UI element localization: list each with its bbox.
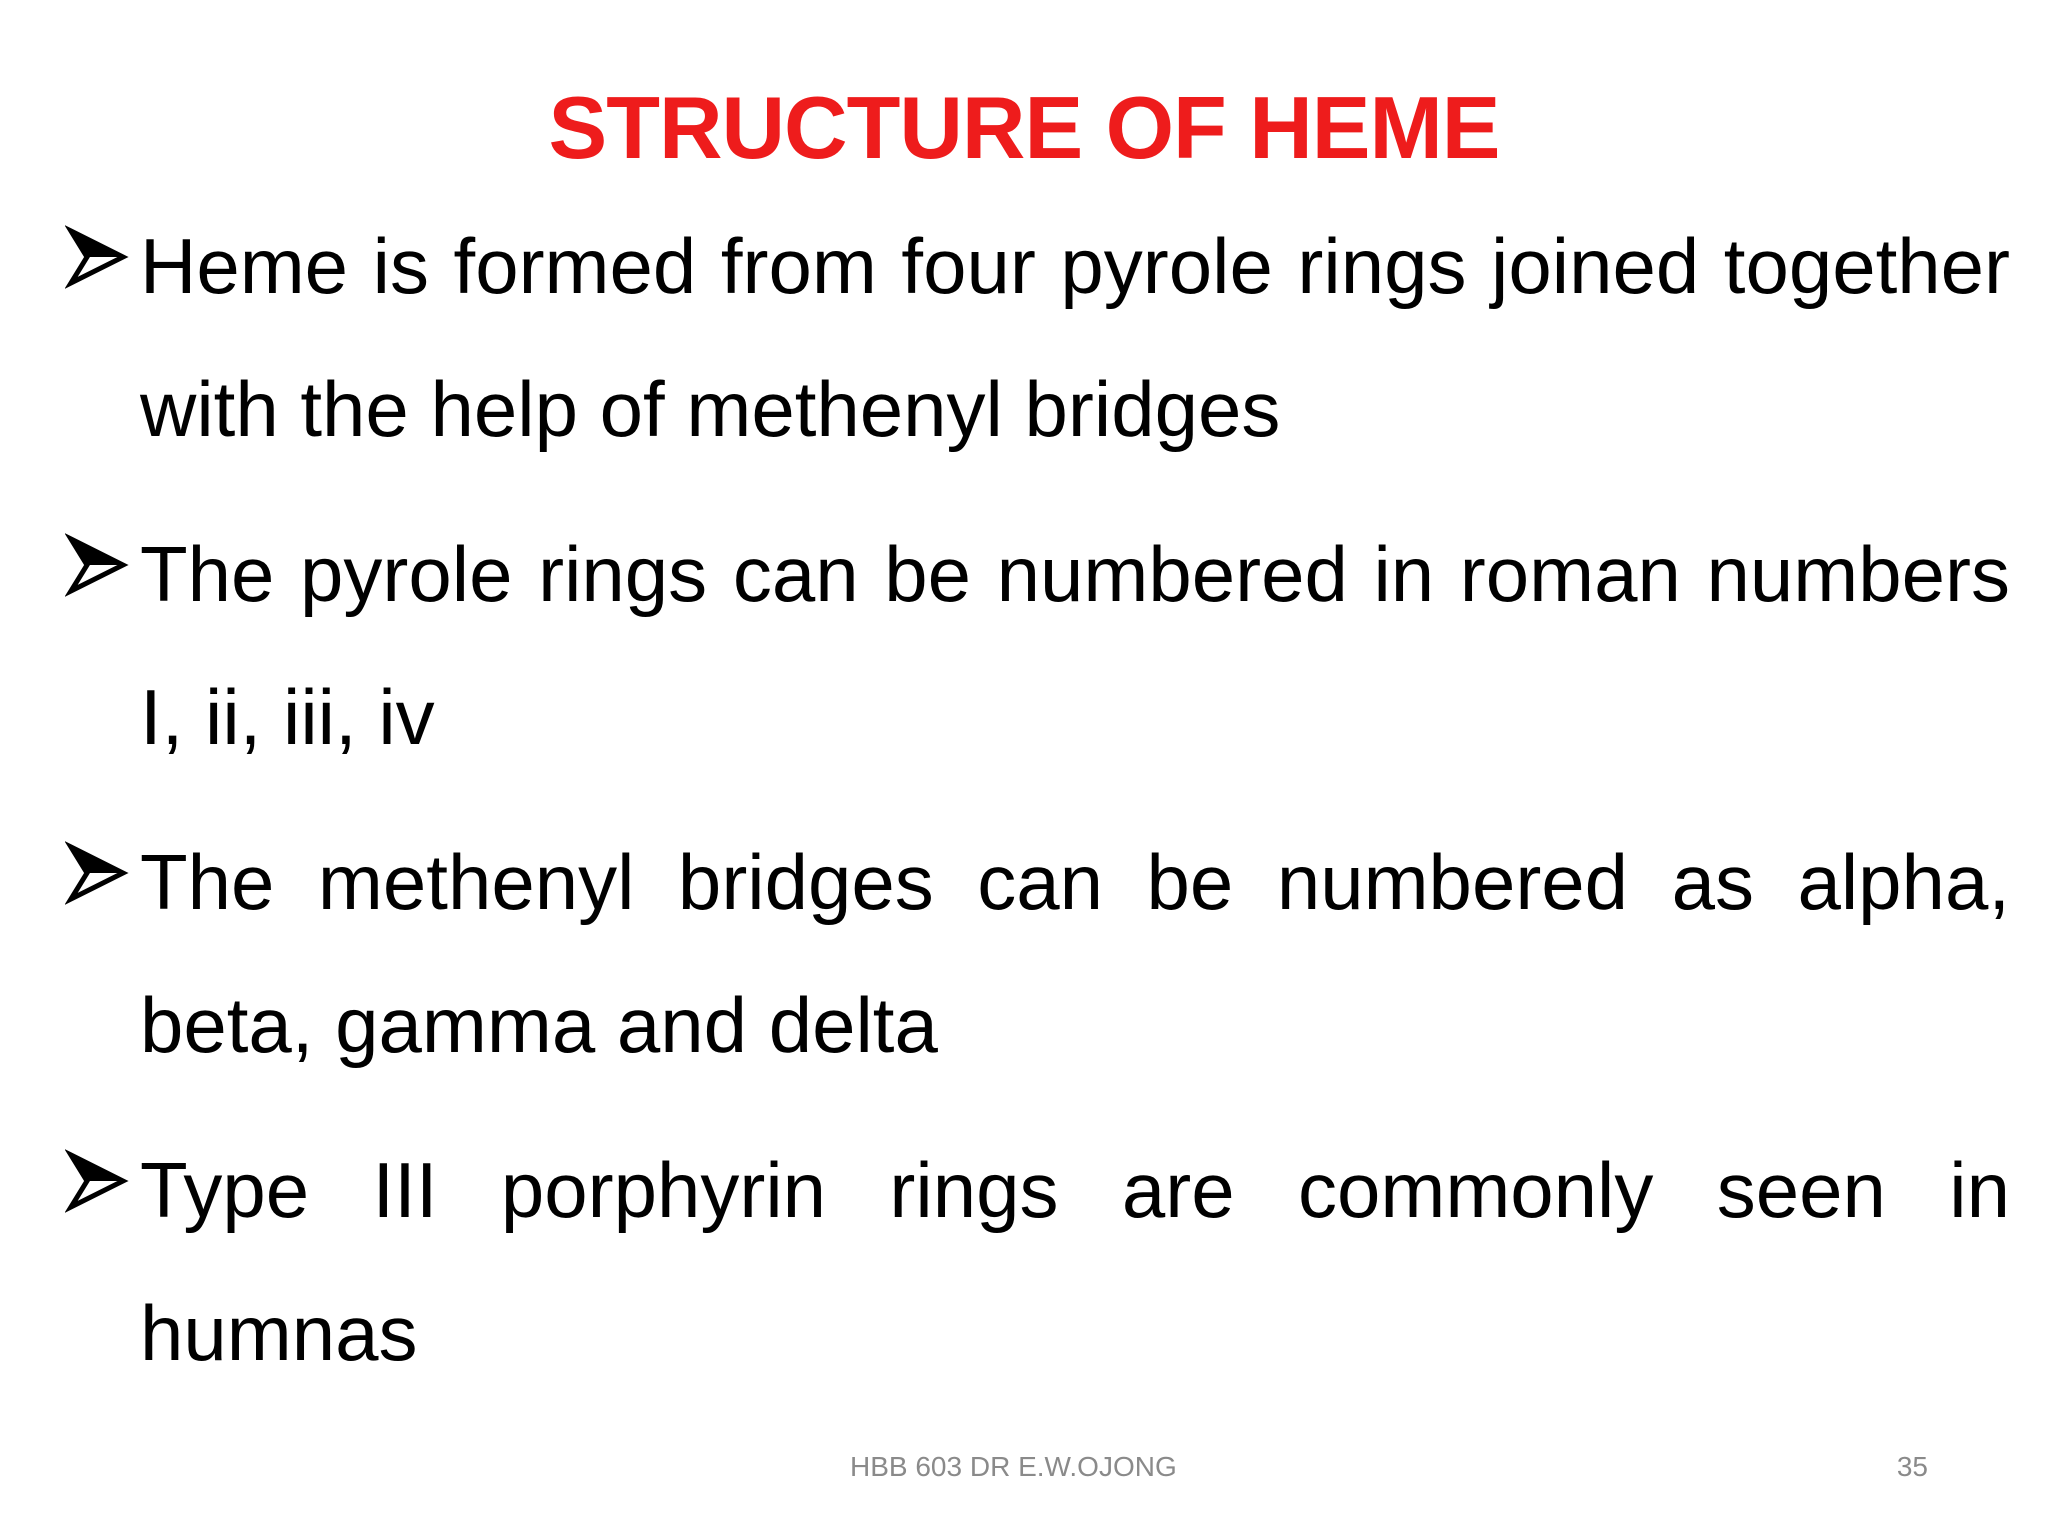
arrowhead-bullet-icon [65,841,129,905]
bullet-item [65,503,2010,811]
bullet-text: The pyrole rings can be numbered in roman numbers I, ii, iii, iv [140,530,2010,761]
arrowhead-bullet-icon [65,225,129,289]
footer-text: HBB 603 DR E.W.OJONG [850,1451,1177,1482]
bullet-item [65,811,2010,1119]
bullet-item [65,195,2010,503]
arrowhead-bullet-icon [65,1149,129,1213]
bullet-text: Heme is formed from four pyrole rings joined together with the help of methenyl bridges [140,222,2010,453]
bullet-list [65,195,2010,1427]
slide-title: STRUCTURE OF HEME [548,78,1500,177]
bullet-text: Type III porphyrin rings are commonly seen in humnas [140,1146,2010,1377]
arrowhead-bullet-icon [65,533,129,597]
bullet-text: The methenyl bridges can be numbered as alpha, beta, gamma and delta [140,838,2010,1069]
page-number: 35 [1896,1451,1928,1482]
bullet-item [65,1119,2010,1427]
